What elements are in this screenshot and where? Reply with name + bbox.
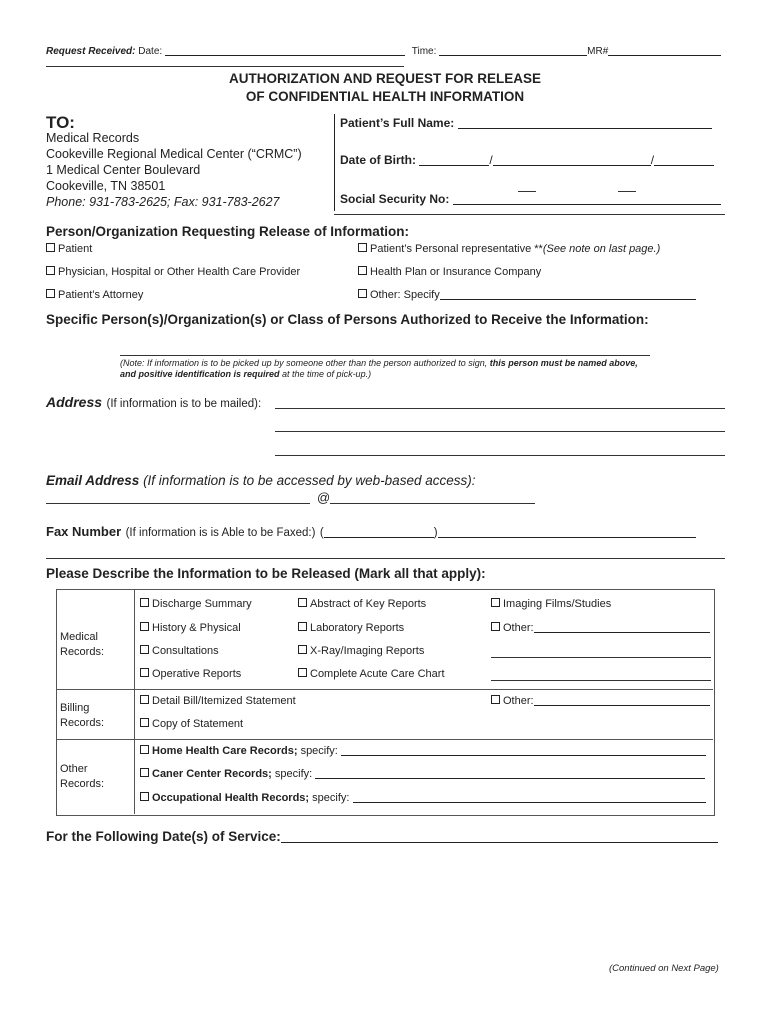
other-occupational[interactable] xyxy=(140,792,706,804)
opt-personal-rep[interactable] xyxy=(358,243,660,255)
checkbox[interactable] xyxy=(140,695,149,704)
describe-heading: Please Describe the Information to be Released (Mark all that apply): xyxy=(46,566,486,581)
time-received-field[interactable] xyxy=(439,45,587,56)
med-complete[interactable] xyxy=(298,668,445,680)
dob-label: Date of Birth: xyxy=(340,153,416,167)
opt-personal-rep-label: Patient’s Personal representative ** xyxy=(370,243,543,255)
home-health-label: Home Health Care Records; xyxy=(152,745,298,757)
checkbox[interactable] xyxy=(140,645,149,654)
fax-area-code-field[interactable] xyxy=(324,527,434,538)
patient-bottom-line xyxy=(334,214,725,215)
cancer-center-field[interactable] xyxy=(315,768,705,779)
bill-other-field[interactable] xyxy=(534,695,710,706)
checkbox[interactable] xyxy=(140,768,149,777)
med-history-label: History & Physical xyxy=(152,622,241,634)
med-other-line-2[interactable] xyxy=(491,657,711,658)
patient-name-label: Patient’s Full Name: xyxy=(340,116,455,130)
patient-name-row xyxy=(340,116,712,130)
checkbox[interactable] xyxy=(298,668,307,677)
fax-bottom-line xyxy=(46,558,725,559)
to-address xyxy=(46,130,302,210)
other-records-label xyxy=(60,762,104,792)
opt-health-plan[interactable] xyxy=(358,266,541,278)
requesting-heading: Person/Organization Requesting Release of Information: xyxy=(46,224,410,239)
cancer-center-specify: specify: xyxy=(274,768,313,780)
home-health-field[interactable] xyxy=(341,745,706,756)
medical-label-2: Records: xyxy=(60,646,105,658)
records-col-divider xyxy=(134,589,135,814)
fax-hint: (If information is is Able to be Faxed:) xyxy=(125,527,316,539)
med-abstract[interactable] xyxy=(298,598,426,610)
checkbox[interactable] xyxy=(46,266,55,275)
to-label: TO: xyxy=(46,113,75,132)
med-complete-label: Complete Acute Care Chart xyxy=(310,668,445,680)
med-consult-label: Consultations xyxy=(152,645,219,657)
email-row xyxy=(46,473,475,488)
checkbox[interactable] xyxy=(491,598,500,607)
checkbox[interactable] xyxy=(140,792,149,801)
opt-other[interactable] xyxy=(358,289,696,301)
email-at: @ xyxy=(317,490,331,505)
med-operative-label: Operative Reports xyxy=(152,668,242,680)
billing-label-1: Billing xyxy=(60,702,90,714)
opt-attorney[interactable] xyxy=(46,289,143,301)
checkbox[interactable] xyxy=(298,645,307,654)
mr-label: MR# xyxy=(587,46,609,57)
dates-label: For the Following Date(s) of Service: xyxy=(46,829,281,844)
checkbox[interactable] xyxy=(46,289,55,298)
header-signature-line[interactable] xyxy=(46,66,404,67)
opt-patient-label: Patient xyxy=(58,243,93,255)
note-text-2: at the time of pick-up.) xyxy=(279,369,372,379)
title-line-1: AUTHORIZATION AND REQUEST FOR RELEASE xyxy=(228,71,541,86)
rep-note: (See note on last page.) xyxy=(542,243,661,255)
address-line-2[interactable] xyxy=(275,431,725,432)
checkbox[interactable] xyxy=(140,622,149,631)
date-label: Date: xyxy=(138,46,163,57)
opt-physician[interactable] xyxy=(46,266,300,278)
bill-detail[interactable] xyxy=(140,695,296,707)
pickup-note xyxy=(120,358,640,380)
bill-other[interactable] xyxy=(491,695,710,707)
request-received-label: Request Received: xyxy=(46,46,136,57)
bill-copy-label: Copy of Statement xyxy=(152,718,244,730)
address-hint: (If information is to be mailed): xyxy=(106,398,262,410)
med-other-field[interactable] xyxy=(534,622,710,633)
medical-label-1: Medical xyxy=(60,631,98,643)
opt-other-label: Other: Specify xyxy=(370,289,440,301)
bill-other-label: Other: xyxy=(503,695,534,707)
address-label: Address xyxy=(46,394,103,410)
note-bold: this person must be named above, and positive identification is required xyxy=(120,358,638,379)
med-imaging-label: Imaging Films/Studies xyxy=(503,598,612,610)
med-operative[interactable] xyxy=(140,668,241,680)
med-history[interactable] xyxy=(140,622,241,634)
med-other-label: Other: xyxy=(503,622,534,634)
ssn-label: Social Security No: xyxy=(340,192,450,206)
med-imaging[interactable] xyxy=(491,598,611,610)
med-abstract-label: Abstract of Key Reports xyxy=(310,598,427,610)
occupational-field[interactable] xyxy=(353,792,706,803)
dob-row xyxy=(340,153,714,167)
dob-slash-1: / xyxy=(489,153,493,167)
email-hint: (If information is to be accessed by web-based access): xyxy=(143,473,476,488)
checkbox[interactable] xyxy=(358,289,367,298)
opt-patient[interactable] xyxy=(46,243,92,255)
med-consult[interactable] xyxy=(140,645,219,657)
fax-open-paren: ( xyxy=(319,527,324,539)
checkbox[interactable] xyxy=(491,622,500,631)
patient-name-field[interactable] xyxy=(458,117,712,129)
address-line-1[interactable] xyxy=(275,408,725,409)
medical-records-label xyxy=(60,630,104,660)
other-label-1: Other xyxy=(60,763,88,775)
to-phone-fax: Phone: 931-783-2625; Fax: 931-783-2627 xyxy=(46,195,280,209)
checkbox[interactable] xyxy=(140,745,149,754)
fax-row xyxy=(46,523,696,541)
to-line-3: 1 Medical Center Boulevard xyxy=(46,163,201,177)
form-title xyxy=(0,70,770,106)
note-text-1: (Note: If information is to be picked up by someone other than the person authorized to sign, xyxy=(120,358,490,368)
other-label-2: Records: xyxy=(60,778,105,790)
ssn-row xyxy=(340,192,721,206)
med-xray-label: X-Ray/Imaging Reports xyxy=(310,645,425,657)
to-line-1: Medical Records xyxy=(46,131,140,145)
med-other[interactable] xyxy=(491,622,710,634)
mr-number-field[interactable] xyxy=(608,45,721,56)
checkbox[interactable] xyxy=(140,718,149,727)
dates-row xyxy=(46,828,718,846)
dates-field[interactable] xyxy=(281,830,718,843)
checkbox[interactable] xyxy=(358,243,367,252)
dob-day-field[interactable] xyxy=(493,154,651,166)
fax-close-paren: ) xyxy=(433,527,438,539)
date-received-field[interactable] xyxy=(165,45,405,56)
med-lab-label: Laboratory Reports xyxy=(310,622,405,634)
opt-attorney-label: Patient’s Attorney xyxy=(58,289,144,301)
to-divider xyxy=(334,114,335,211)
opt-health-plan-label: Health Plan or Insurance Company xyxy=(370,266,542,278)
med-discharge-label: Discharge Summary xyxy=(152,598,252,610)
occupational-label: Occupational Health Records; xyxy=(152,792,310,804)
email-domain-field[interactable] xyxy=(330,503,535,504)
dob-year-field[interactable] xyxy=(654,154,714,166)
to-line-4: Cookeville, TN 38501 xyxy=(46,179,166,193)
fax-number-field[interactable] xyxy=(438,527,696,538)
checkbox[interactable] xyxy=(358,266,367,275)
continued-note: (Continued on Next Page) xyxy=(609,963,719,974)
fax-label: Fax Number xyxy=(46,524,122,539)
dob-slash-2: / xyxy=(650,153,655,167)
address-row xyxy=(46,394,261,412)
cancer-center-label: Caner Center Records; xyxy=(152,768,272,780)
med-discharge[interactable] xyxy=(140,598,252,610)
authorized-heading: Specific Person(s)/Organization(s) or Class of Persons Authorized to Receive the Information: xyxy=(46,312,649,327)
checkbox[interactable] xyxy=(46,243,55,252)
other-home-health[interactable] xyxy=(140,745,706,757)
checkbox[interactable] xyxy=(491,695,500,704)
billing-label-2: Records: xyxy=(60,717,105,729)
to-line-2: Cookeville Regional Medical Center (“CRMC”) xyxy=(46,147,302,161)
checkbox[interactable] xyxy=(140,668,149,677)
checkbox[interactable] xyxy=(140,598,149,607)
occupational-specify: specify: xyxy=(312,792,350,804)
home-health-specify: specify: xyxy=(300,745,338,757)
records-divider-1 xyxy=(56,689,713,690)
dob-month-field[interactable] xyxy=(419,154,489,166)
opt-physician-label: Physician, Hospital or Other Health Care Provider xyxy=(58,266,301,278)
time-label: Time: xyxy=(411,46,437,57)
ssn-field[interactable] xyxy=(453,193,721,205)
email-user-field[interactable] xyxy=(46,503,310,504)
med-lab[interactable] xyxy=(298,622,404,634)
bill-copy[interactable] xyxy=(140,718,243,730)
records-divider-2 xyxy=(56,739,713,740)
authorized-field[interactable] xyxy=(120,355,650,356)
request-received-row xyxy=(46,45,721,57)
med-xray[interactable] xyxy=(298,645,424,657)
checkbox[interactable] xyxy=(298,598,307,607)
other-cancer-center[interactable] xyxy=(140,768,705,780)
other-specify-field[interactable] xyxy=(440,289,696,300)
title-line-2: OF CONFIDENTIAL HEALTH INFORMATION xyxy=(245,89,525,104)
billing-records-label xyxy=(60,701,104,731)
email-label: Email Address xyxy=(46,473,140,488)
bill-detail-label: Detail Bill/Itemized Statement xyxy=(152,695,296,707)
checkbox[interactable] xyxy=(298,622,307,631)
med-other-line-3[interactable] xyxy=(491,680,711,681)
address-line-3[interactable] xyxy=(275,455,725,456)
